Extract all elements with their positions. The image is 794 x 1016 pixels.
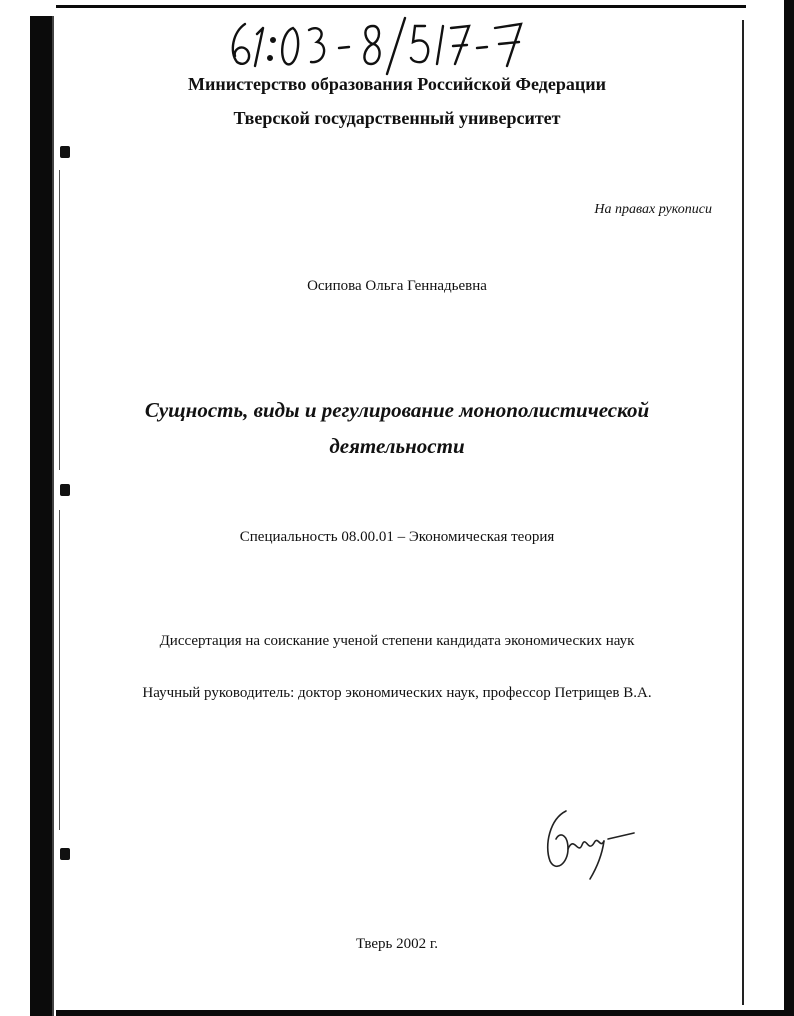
- dissertation-title-line-2: деятельности: [329, 434, 465, 458]
- dissertation-type: Диссертация на соискание ученой степени кандидата экономических наук: [159, 633, 635, 649]
- scan-right-line: [742, 20, 744, 1005]
- scan-bottom-border: [56, 1010, 784, 1016]
- scientific-supervisor: Научный руководитель: доктор экономических наук, профессор Петрищев В.А.: [142, 685, 652, 701]
- signature-icon: [538, 805, 638, 885]
- scan-stripe: [59, 170, 60, 470]
- scan-left-edge: [52, 16, 54, 1016]
- specialty: Специальность 08.00.01 – Экономическая теория: [239, 529, 555, 545]
- university-heading: Тверской государственный университет: [233, 108, 561, 128]
- manuscript-note: На правах рукописи: [594, 202, 712, 217]
- author-name: Осипова Ольга Геннадьевна: [307, 278, 487, 294]
- scan-left-border: [30, 16, 52, 1016]
- binding-mark: [60, 848, 70, 860]
- dissertation-title-line-1: Сущность, виды и регулирование монополистической: [144, 398, 650, 422]
- ministry-heading: Министерство образования Российской Федерации: [188, 74, 606, 94]
- place-and-year: Тверь 2002 г.: [355, 936, 439, 952]
- scan-top-border: [56, 5, 746, 8]
- binding-mark: [60, 146, 70, 158]
- scan-stripe: [59, 510, 60, 830]
- binding-mark: [60, 484, 70, 496]
- scan-right-border: [784, 0, 794, 1016]
- archive-number-stamp: [215, 14, 535, 76]
